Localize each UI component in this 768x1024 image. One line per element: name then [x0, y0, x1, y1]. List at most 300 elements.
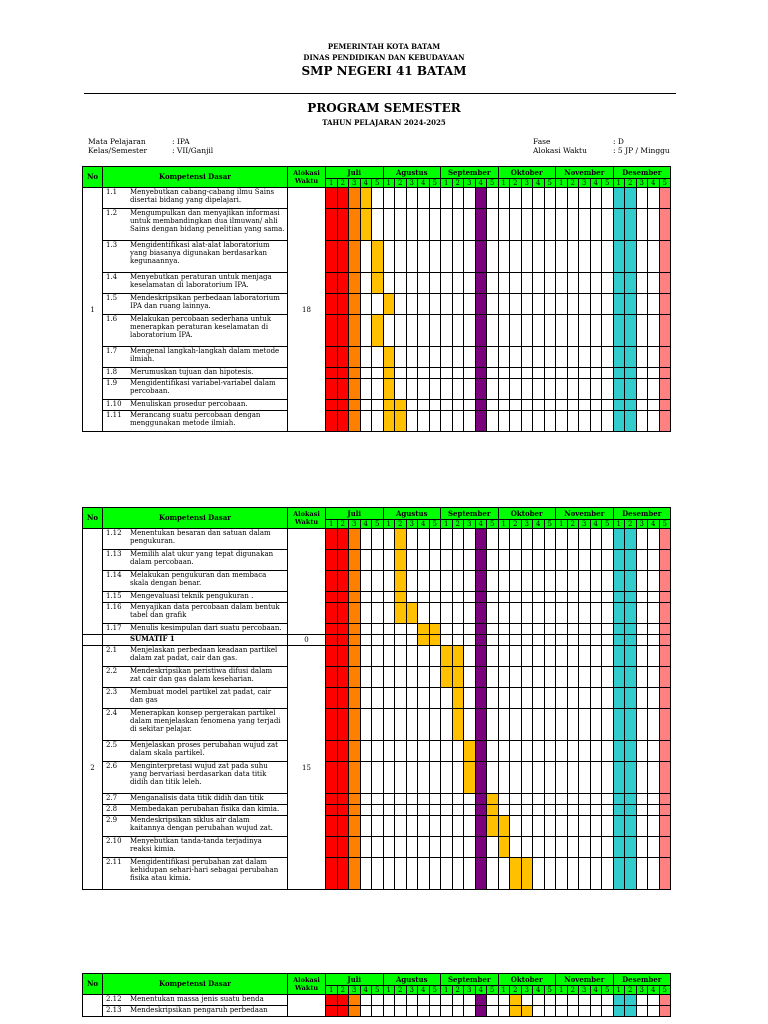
week-cell — [544, 709, 556, 741]
week-cell — [648, 688, 660, 709]
week-cell — [360, 805, 372, 816]
week-cell — [590, 1006, 602, 1017]
week-cell — [337, 816, 349, 837]
week-cell — [372, 379, 384, 400]
week-cell — [395, 646, 407, 667]
competency-cell — [103, 379, 288, 400]
week-cell — [636, 858, 648, 890]
week-cell — [475, 762, 487, 794]
week-cell — [636, 646, 648, 667]
week-cell — [556, 400, 568, 411]
week-cell — [498, 209, 510, 241]
week-cell — [533, 805, 545, 816]
class-label: Kelas/Semester — [88, 146, 148, 155]
week-header: 1 — [498, 179, 510, 188]
competency-text: Mengidentifikasi alat-alat laboratorium yang biasanya digunakan berdasarkan kegunaannya. — [130, 241, 270, 265]
week-cell — [418, 273, 430, 294]
week-cell — [383, 667, 395, 688]
week-cell — [521, 837, 533, 858]
competency-text: Menerapkan konsep pergerakan partikel dalam menjelaskan fenomena yang terjadi di sekitar pelajar. — [130, 709, 281, 733]
month-header: Desember — [613, 167, 671, 179]
week-cell — [659, 688, 671, 709]
week-cell — [441, 368, 453, 379]
week-cell — [521, 294, 533, 315]
week-cell — [533, 667, 545, 688]
competency-text: Menyebutkan tanda-tanda terjadinya reaksi kimia. — [130, 837, 262, 853]
week-header: 4 — [533, 986, 545, 995]
week-cell — [625, 995, 637, 1006]
week-cell — [326, 315, 338, 347]
semester-program-table — [82, 507, 671, 890]
week-cell — [567, 635, 579, 646]
week-cell — [383, 688, 395, 709]
week-cell — [625, 805, 637, 816]
week-cell — [625, 762, 637, 794]
week-cell — [659, 411, 671, 432]
week-cell — [567, 550, 579, 571]
week-cell — [544, 635, 556, 646]
week-cell — [579, 816, 591, 837]
subject-value: : IPA — [172, 137, 190, 146]
week-cell — [613, 592, 625, 603]
week-cell — [383, 241, 395, 273]
col-time-alloc-line2: Waktu — [294, 518, 319, 526]
month-header: Juli — [326, 974, 384, 986]
week-cell — [406, 347, 418, 368]
table-row — [83, 273, 671, 294]
week-cell — [349, 188, 361, 209]
week-header: 3 — [349, 986, 361, 995]
week-cell — [590, 273, 602, 294]
competency-cell — [103, 294, 288, 315]
week-cell — [579, 995, 591, 1006]
week-cell — [326, 241, 338, 273]
week-cell — [337, 667, 349, 688]
week-header: 3 — [521, 179, 533, 188]
week-header: 5 — [544, 986, 556, 995]
week-cell — [360, 400, 372, 411]
week-cell — [452, 741, 464, 762]
week-cell — [567, 241, 579, 273]
week-cell — [648, 741, 660, 762]
week-cell — [487, 379, 499, 400]
week-cell — [556, 646, 568, 667]
week-cell — [441, 858, 453, 890]
month-header: Oktober — [498, 167, 556, 179]
competency-text: Mengidentifikasi perubahan zat dalam kehidupan sehari-hari sebagai perubahan fisika atau kimia. — [130, 858, 279, 882]
week-header: 3 — [464, 179, 476, 188]
week-cell — [498, 667, 510, 688]
week-cell — [383, 805, 395, 816]
week-cell — [406, 1006, 418, 1017]
week-cell — [613, 368, 625, 379]
week-cell — [659, 379, 671, 400]
week-cell — [510, 368, 522, 379]
week-header: 5 — [372, 986, 384, 995]
week-cell — [567, 762, 579, 794]
week-cell — [441, 592, 453, 603]
week-cell — [556, 209, 568, 241]
week-cell — [418, 603, 430, 624]
week-cell — [521, 400, 533, 411]
competency-number: 1.14 — [106, 571, 122, 579]
table-row — [83, 368, 671, 379]
week-cell — [613, 709, 625, 741]
week-cell — [441, 400, 453, 411]
week-cell — [406, 529, 418, 550]
col-no: No — [83, 508, 103, 529]
week-cell — [567, 347, 579, 368]
week-cell — [544, 624, 556, 635]
week-cell — [383, 1006, 395, 1017]
week-cell — [544, 688, 556, 709]
week-cell — [429, 603, 441, 624]
week-cell — [487, 411, 499, 432]
week-cell — [441, 294, 453, 315]
week-cell — [406, 592, 418, 603]
week-cell — [349, 646, 361, 667]
week-cell — [452, 368, 464, 379]
school-name: SMP NEGERI 41 BATAM — [301, 64, 467, 78]
competency-number: 1.2 — [106, 209, 118, 217]
week-cell — [326, 709, 338, 741]
week-cell — [395, 762, 407, 794]
week-cell — [556, 762, 568, 794]
week-cell — [452, 273, 464, 294]
week-cell — [475, 709, 487, 741]
week-cell — [625, 741, 637, 762]
week-cell — [360, 294, 372, 315]
week-cell — [579, 762, 591, 794]
week-cell — [648, 624, 660, 635]
week-cell — [556, 995, 568, 1006]
week-cell — [372, 571, 384, 592]
week-cell — [625, 188, 637, 209]
competency-text: Melakukan percobaan sederhana untuk menerapkan peraturan keselamatan di laboratorium IPA. — [130, 315, 272, 339]
week-header: 1 — [556, 520, 568, 529]
week-cell — [533, 603, 545, 624]
week-cell — [521, 188, 533, 209]
week-cell — [602, 379, 614, 400]
week-header: 5 — [487, 986, 499, 995]
week-cell — [636, 529, 648, 550]
week-cell — [590, 400, 602, 411]
week-cell — [326, 273, 338, 294]
week-cell — [475, 688, 487, 709]
week-cell — [349, 550, 361, 571]
week-cell — [475, 209, 487, 241]
week-cell — [613, 273, 625, 294]
week-cell — [487, 273, 499, 294]
week-cell — [636, 400, 648, 411]
week-cell — [383, 379, 395, 400]
week-header: 1 — [556, 986, 568, 995]
week-cell — [464, 794, 476, 805]
week-cell — [441, 709, 453, 741]
week-cell — [406, 188, 418, 209]
competency-number: 2.4 — [106, 709, 118, 717]
week-cell — [429, 379, 441, 400]
week-cell — [360, 379, 372, 400]
week-cell — [625, 400, 637, 411]
week-cell — [602, 400, 614, 411]
week-cell — [464, 368, 476, 379]
time-alloc-value: : 5 JP / Minggu — [613, 146, 670, 155]
week-cell — [452, 858, 464, 890]
week-cell — [625, 688, 637, 709]
week-cell — [579, 1006, 591, 1017]
week-cell — [521, 624, 533, 635]
competency-number: 1.16 — [106, 603, 122, 611]
week-cell — [383, 995, 395, 1006]
week-cell — [590, 762, 602, 794]
week-cell — [429, 315, 441, 347]
week-cell — [441, 635, 453, 646]
week-cell — [337, 315, 349, 347]
week-cell — [452, 995, 464, 1006]
week-cell — [659, 794, 671, 805]
week-cell — [429, 1006, 441, 1017]
competency-number: 1.15 — [106, 592, 122, 600]
week-header: 2 — [452, 179, 464, 188]
week-cell — [326, 646, 338, 667]
week-cell — [659, 762, 671, 794]
week-cell — [395, 379, 407, 400]
week-cell — [360, 347, 372, 368]
week-cell — [452, 805, 464, 816]
week-cell — [556, 805, 568, 816]
week-cell — [487, 592, 499, 603]
week-cell — [533, 368, 545, 379]
week-header: 4 — [590, 520, 602, 529]
week-header: 1 — [613, 520, 625, 529]
competency-cell — [103, 550, 288, 571]
week-cell — [636, 995, 648, 1006]
week-cell — [613, 995, 625, 1006]
week-cell — [636, 667, 648, 688]
week-cell — [395, 603, 407, 624]
week-cell — [659, 635, 671, 646]
week-cell — [372, 294, 384, 315]
week-cell — [464, 400, 476, 411]
week-cell — [521, 529, 533, 550]
week-cell — [613, 805, 625, 816]
week-cell — [464, 529, 476, 550]
week-cell — [349, 688, 361, 709]
week-header: 3 — [579, 986, 591, 995]
week-cell — [418, 646, 430, 667]
week-cell — [579, 400, 591, 411]
week-cell — [659, 550, 671, 571]
week-cell — [659, 837, 671, 858]
competency-number: 1.12 — [106, 529, 122, 537]
week-cell — [567, 571, 579, 592]
week-header: 2 — [395, 986, 407, 995]
week-cell — [360, 858, 372, 890]
week-cell — [533, 209, 545, 241]
week-header: 1 — [498, 986, 510, 995]
week-cell — [613, 294, 625, 315]
week-cell — [533, 550, 545, 571]
week-cell — [349, 816, 361, 837]
week-cell — [418, 624, 430, 635]
week-cell — [510, 592, 522, 603]
week-cell — [521, 273, 533, 294]
week-cell — [406, 858, 418, 890]
week-cell — [567, 688, 579, 709]
week-header: 3 — [636, 179, 648, 188]
table-row — [83, 411, 671, 432]
competency-number: 1.1 — [106, 188, 118, 196]
week-cell — [337, 762, 349, 794]
week-cell — [498, 624, 510, 635]
week-cell — [429, 762, 441, 794]
week-cell — [556, 529, 568, 550]
week-cell — [464, 241, 476, 273]
col-time-alloc — [288, 508, 326, 529]
week-cell — [613, 646, 625, 667]
group-number — [83, 635, 103, 646]
competency-text: Mengenal langkah-langkah dalam metode ilmiah. — [130, 347, 280, 363]
week-cell — [659, 368, 671, 379]
week-cell — [556, 315, 568, 347]
competency-number: 1.3 — [106, 241, 118, 249]
week-cell — [648, 794, 660, 805]
week-header: 5 — [429, 179, 441, 188]
week-cell — [636, 837, 648, 858]
week-cell — [590, 688, 602, 709]
competency-number: 2.9 — [106, 816, 118, 824]
week-cell — [510, 635, 522, 646]
week-cell — [383, 209, 395, 241]
time-alloc-cell — [288, 529, 326, 635]
week-cell — [648, 995, 660, 1006]
week-cell — [579, 550, 591, 571]
week-cell — [372, 709, 384, 741]
week-cell — [349, 667, 361, 688]
week-cell — [510, 550, 522, 571]
week-cell — [533, 571, 545, 592]
table-row — [83, 709, 671, 741]
competency-cell — [103, 209, 288, 241]
week-cell — [349, 741, 361, 762]
week-cell — [498, 592, 510, 603]
week-cell — [406, 837, 418, 858]
week-cell — [475, 995, 487, 1006]
week-header: 1 — [326, 179, 338, 188]
week-cell — [544, 858, 556, 890]
week-cell — [659, 273, 671, 294]
semester-program-table — [82, 166, 671, 432]
week-cell — [636, 209, 648, 241]
week-cell — [648, 294, 660, 315]
week-cell — [395, 571, 407, 592]
competency-cell — [103, 603, 288, 624]
week-cell — [544, 794, 556, 805]
table-row — [83, 624, 671, 635]
week-cell — [625, 347, 637, 368]
week-cell — [487, 550, 499, 571]
week-header: 5 — [544, 520, 556, 529]
week-cell — [475, 1006, 487, 1017]
competency-number: 2.2 — [106, 667, 118, 675]
week-cell — [429, 347, 441, 368]
week-cell — [464, 1006, 476, 1017]
week-cell — [406, 741, 418, 762]
week-cell — [613, 550, 625, 571]
week-cell — [498, 400, 510, 411]
week-cell — [590, 858, 602, 890]
week-cell — [418, 688, 430, 709]
week-header: 5 — [544, 179, 556, 188]
week-cell — [498, 995, 510, 1006]
week-cell — [602, 858, 614, 890]
week-header: 1 — [556, 179, 568, 188]
competency-cell — [103, 741, 288, 762]
week-cell — [648, 837, 660, 858]
week-cell — [648, 592, 660, 603]
week-cell — [625, 411, 637, 432]
week-cell — [395, 273, 407, 294]
week-cell — [406, 209, 418, 241]
week-cell — [349, 241, 361, 273]
week-cell — [475, 411, 487, 432]
week-cell — [625, 315, 637, 347]
week-cell — [441, 667, 453, 688]
week-cell — [418, 315, 430, 347]
week-cell — [579, 858, 591, 890]
week-cell — [544, 188, 556, 209]
week-cell — [579, 709, 591, 741]
week-header: 2 — [337, 986, 349, 995]
week-cell — [556, 411, 568, 432]
week-cell — [579, 209, 591, 241]
week-header: 5 — [602, 986, 614, 995]
week-cell — [418, 209, 430, 241]
week-cell — [326, 529, 338, 550]
week-cell — [625, 646, 637, 667]
week-cell — [372, 529, 384, 550]
week-cell — [579, 667, 591, 688]
week-cell — [602, 995, 614, 1006]
competency-number: 1.17 — [106, 624, 122, 632]
week-cell — [625, 667, 637, 688]
week-cell — [441, 762, 453, 794]
week-cell — [659, 646, 671, 667]
week-cell — [464, 709, 476, 741]
week-cell — [487, 995, 499, 1006]
week-cell — [510, 995, 522, 1006]
week-cell — [383, 646, 395, 667]
col-competency: Kompetensi Dasar — [103, 167, 288, 188]
week-cell — [372, 1006, 384, 1017]
week-cell — [360, 837, 372, 858]
week-cell — [360, 794, 372, 805]
week-header: 3 — [579, 179, 591, 188]
week-cell — [636, 794, 648, 805]
competency-text: Mengevaluasi teknik pengukuran . — [130, 592, 254, 600]
week-cell — [659, 571, 671, 592]
month-header: Juli — [326, 508, 384, 520]
week-cell — [487, 315, 499, 347]
week-cell — [613, 794, 625, 805]
week-cell — [567, 368, 579, 379]
table-row — [83, 379, 671, 400]
week-cell — [648, 709, 660, 741]
week-cell — [521, 368, 533, 379]
week-cell — [648, 667, 660, 688]
week-cell — [441, 741, 453, 762]
